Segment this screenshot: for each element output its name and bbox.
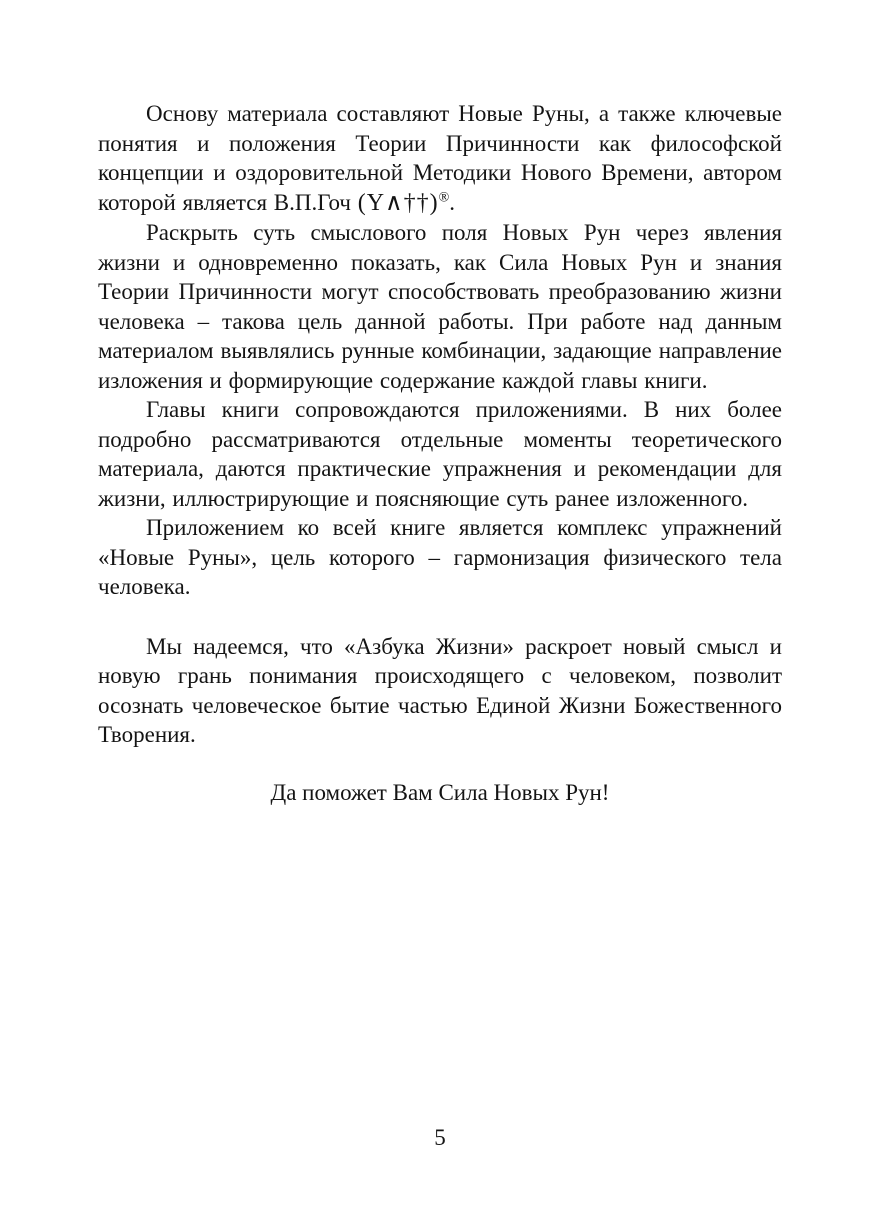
page-number: 5 xyxy=(434,1125,446,1150)
closing-line: Да поможет Вам Сила Новых Рун! xyxy=(270,779,610,805)
paragraph-intro-end: . xyxy=(449,189,456,215)
registered-trademark-symbol: ® xyxy=(438,189,450,205)
paragraph-intro-text: Основу материала составляют Новые Руны, а также ключевые понятия и положения Теории Причинности как философской концепции и оздоровительной Методики Нового Времени, автором которой является В.П.Гоч xyxy=(98,101,782,215)
paragraph-hope: Мы надеемся, что «Азбука Жизни» раскроет новый смысл и новую грань понимания происходящего с человеком, позволит осознать человеческое бытие частью Единой Жизни Божественного Творения. xyxy=(98,633,782,747)
paragraph-appendices: Главы книги сопровождаются приложениями. В них более подробно рассматриваются отдельные моменты теоретического материала, даются практические упражнения и рекомендации для жизни, иллюстрирующие и поясняющие суть ранее изложенного. xyxy=(98,397,782,511)
paragraph-goal: Раскрыть суть смыслового поля Новых Рун через явления жизни и одновременно показать, как Сила Новых Рун и знания Теории Причинности могут способствовать преобразованию жизни человека – такова цель данной работы. При работе над данным материалом выявлялись рунные комбинации, задающие направление изложения и формирующие содержание каждой главы книги. xyxy=(98,220,782,393)
paragraph-intro xyxy=(98,99,782,218)
rune-formula: (Y∧††) xyxy=(357,189,439,216)
paragraph-exercise-complex: Приложением ко всей книге является комплекс упражнений «Новые Руны», цель которого – гармонизация физического тела человека. xyxy=(98,515,782,599)
document-text-block xyxy=(98,99,782,807)
